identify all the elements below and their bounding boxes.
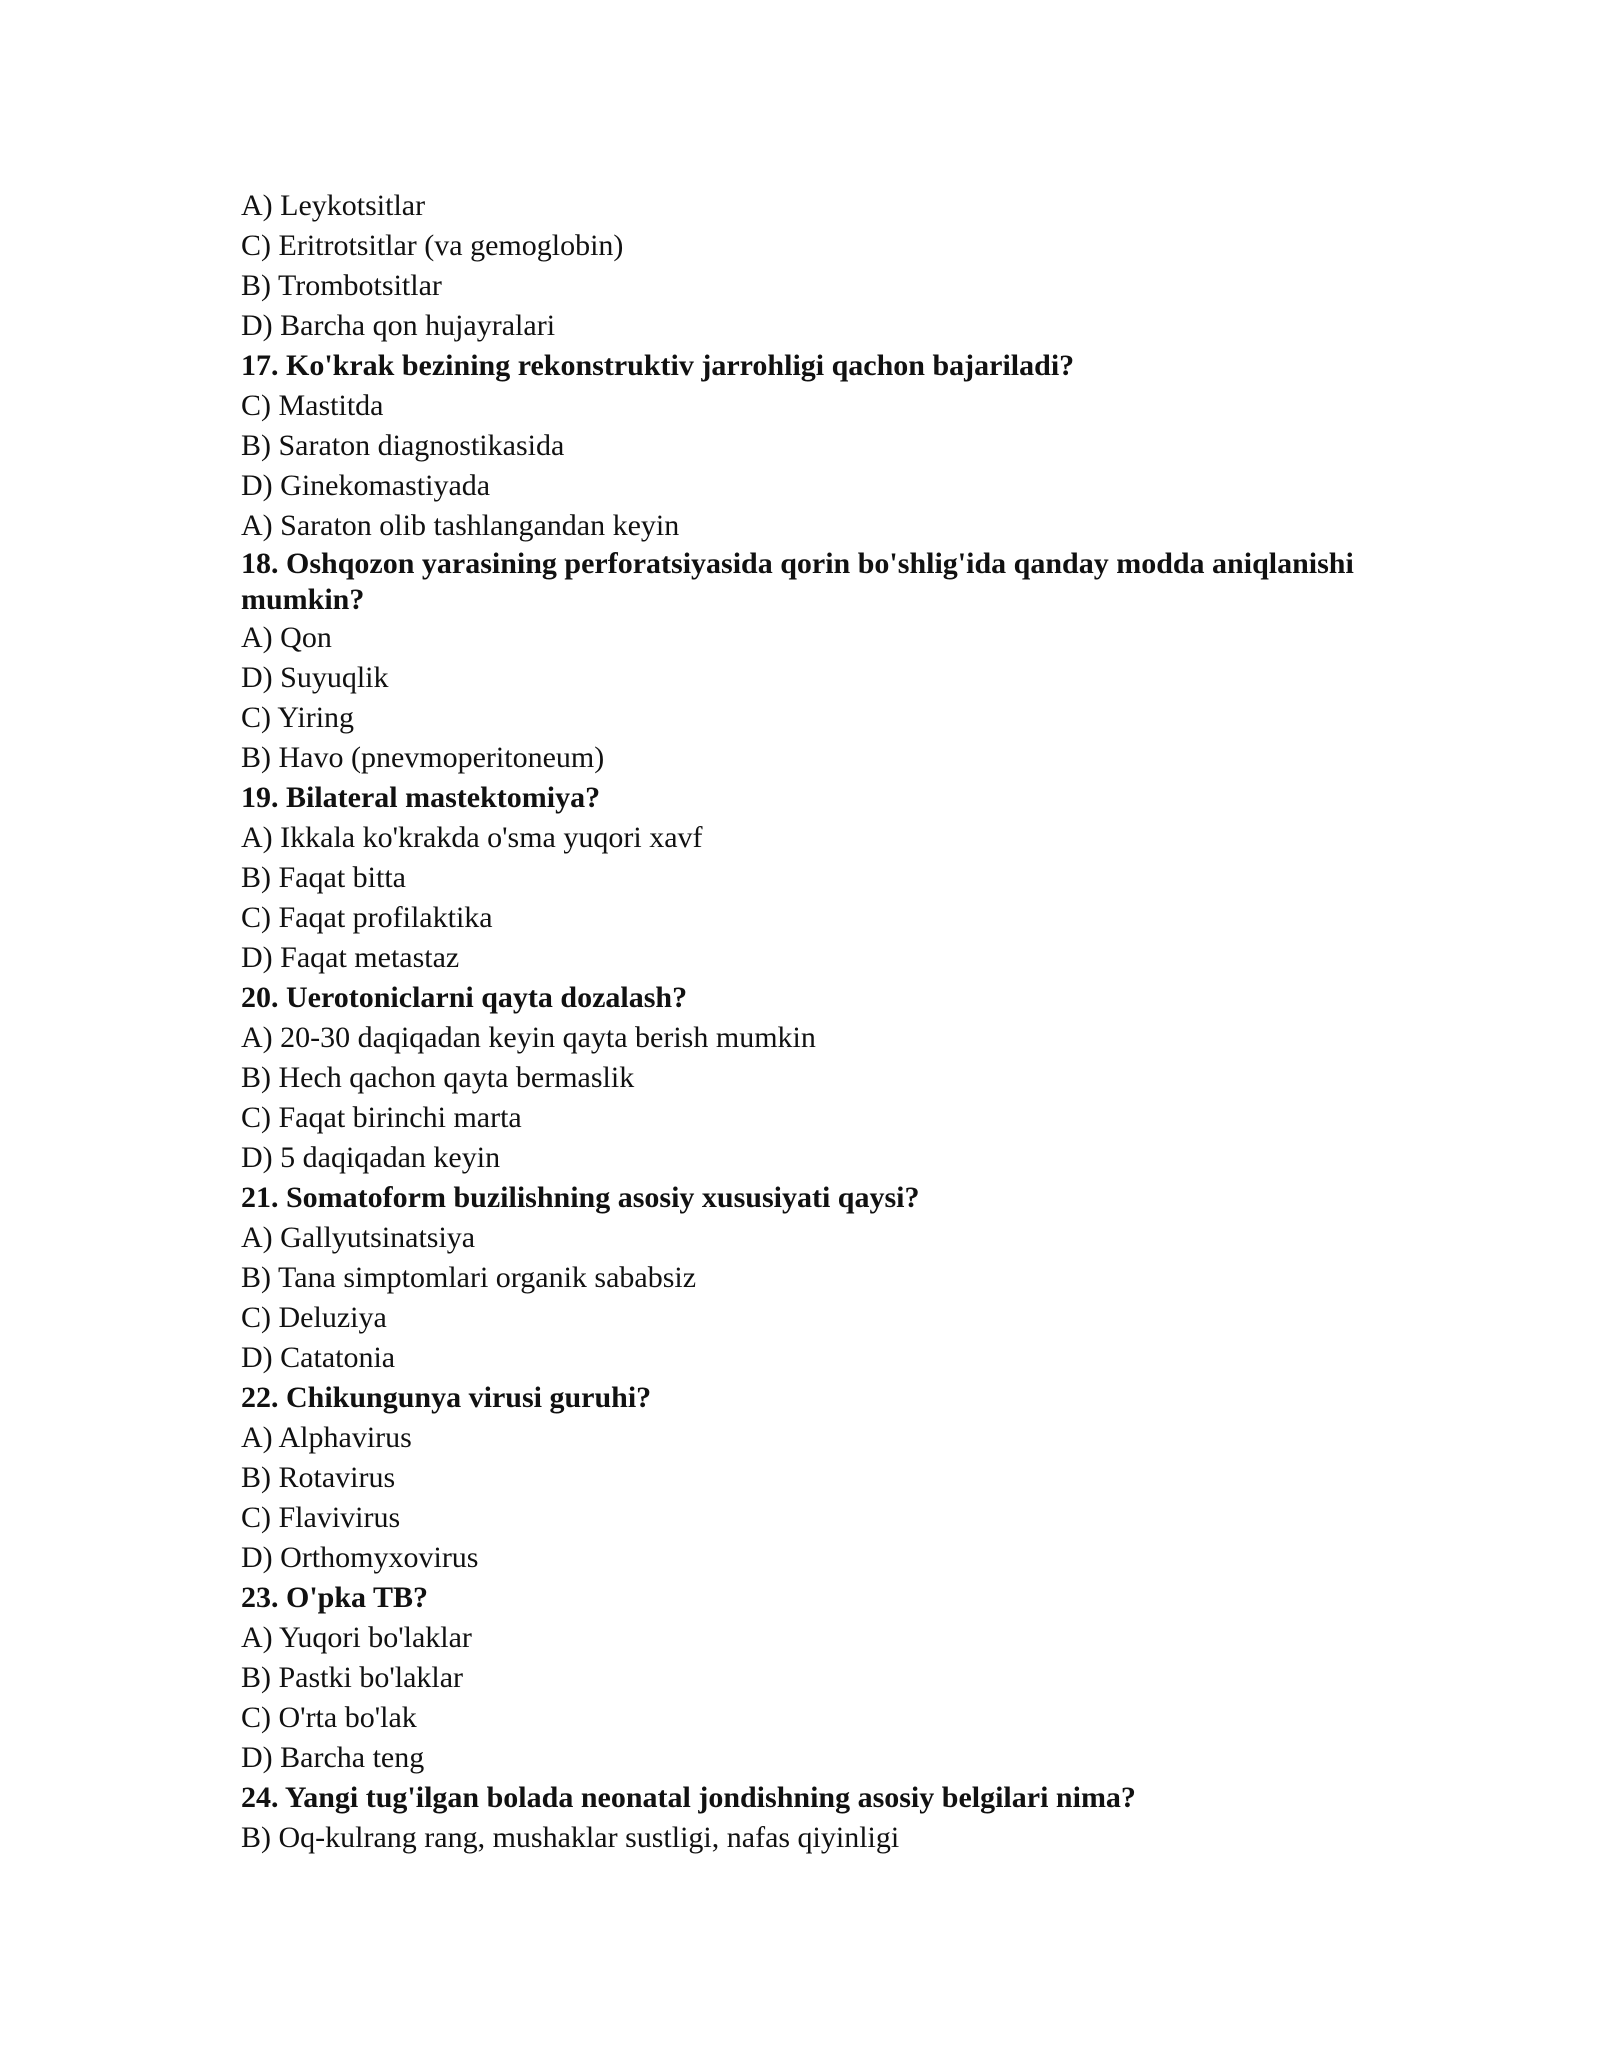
option-line: A) Gallyutsinatsiya [241, 1221, 476, 1254]
quiz-content [241, 186, 1421, 1858]
question-title: 18. Oshqozon yarasining perforatsiyasida qorin bo'shlig'ida qanday modda aniqlanishi mumkin? [241, 547, 1354, 616]
option-line: D) Ginekomastiyada [241, 469, 491, 502]
option-line: A) Ikkala ko'krakda o'sma yuqori xavf [241, 821, 703, 854]
question-24 [241, 1778, 1421, 1858]
option-line: C) Faqat profilaktika [241, 901, 493, 934]
option-line: C) Yiring [241, 701, 355, 734]
option-line: A) Yuqori bo'laklar [241, 1621, 472, 1654]
option-line: C) Mastitda [241, 389, 384, 422]
question-title: 21. Somatoform buzilishning asosiy xususiyati qaysi? [241, 1181, 920, 1214]
option-line: C) O'rta bo'lak [241, 1701, 417, 1734]
option-line: A) Qon [241, 621, 332, 654]
question-20 [241, 978, 1421, 1178]
option-line: D) Suyuqlik [241, 661, 389, 694]
option-line: A) Leykotsitlar [241, 189, 426, 222]
question-title: 20. Uerotoniclarni qayta dozalash? [241, 981, 688, 1014]
question-title: 23. O'pka TB? [241, 1581, 429, 1614]
option-line: D) Catatonia [241, 1341, 396, 1374]
question-title: 22. Chikungunya virusi guruhi? [241, 1381, 652, 1414]
lead-options [241, 186, 1421, 346]
option-line: B) Trombotsitlar [241, 269, 442, 302]
option-line: B) Saraton diagnostikasida [241, 429, 565, 462]
option-line: D) Barcha teng [241, 1741, 425, 1774]
option-line: C) Deluziya [241, 1301, 387, 1334]
option-line: B) Faqat bitta [241, 861, 406, 894]
question-18 [241, 546, 1421, 778]
question-23 [241, 1578, 1421, 1778]
option-line: B) Havo (pnevmoperitoneum) [241, 741, 605, 774]
option-line: C) Eritrotsitlar (va gemoglobin) [241, 229, 624, 262]
option-line: A) Saraton olib tashlangandan keyin [241, 509, 680, 542]
option-line: A) 20-30 daqiqadan keyin qayta berish mumkin [241, 1021, 816, 1054]
option-line: C) Flavivirus [241, 1501, 401, 1534]
question-22 [241, 1378, 1421, 1578]
option-line: A) Alphavirus [241, 1421, 412, 1454]
option-line: B) Pastki bo'laklar [241, 1661, 464, 1694]
option-line: D) Orthomyxovirus [241, 1541, 479, 1574]
option-line: B) Tana simptomlari organik sababsiz [241, 1261, 697, 1294]
question-19 [241, 778, 1421, 978]
option-line: B) Oq-kulrang rang, mushaklar sustligi, nafas qiyinligi [241, 1821, 900, 1854]
question-21 [241, 1178, 1421, 1378]
option-line: D) 5 daqiqadan keyin [241, 1141, 501, 1174]
question-title: 24. Yangi tug'ilgan bolada neonatal jondishning asosiy belgilari nima? [241, 1781, 1136, 1814]
option-line: B) Hech qachon qayta bermaslik [241, 1061, 635, 1094]
option-line: D) Faqat metastaz [241, 941, 460, 974]
question-title: 17. Ko'krak bezining rekonstruktiv jarrohligi qachon bajariladi? [241, 349, 1075, 382]
option-line: C) Faqat birinchi marta [241, 1101, 522, 1134]
question-title: 19. Bilateral mastektomiya? [241, 781, 601, 814]
option-line: D) Barcha qon hujayralari [241, 309, 556, 342]
option-line: B) Rotavirus [241, 1461, 396, 1494]
question-17 [241, 346, 1421, 546]
